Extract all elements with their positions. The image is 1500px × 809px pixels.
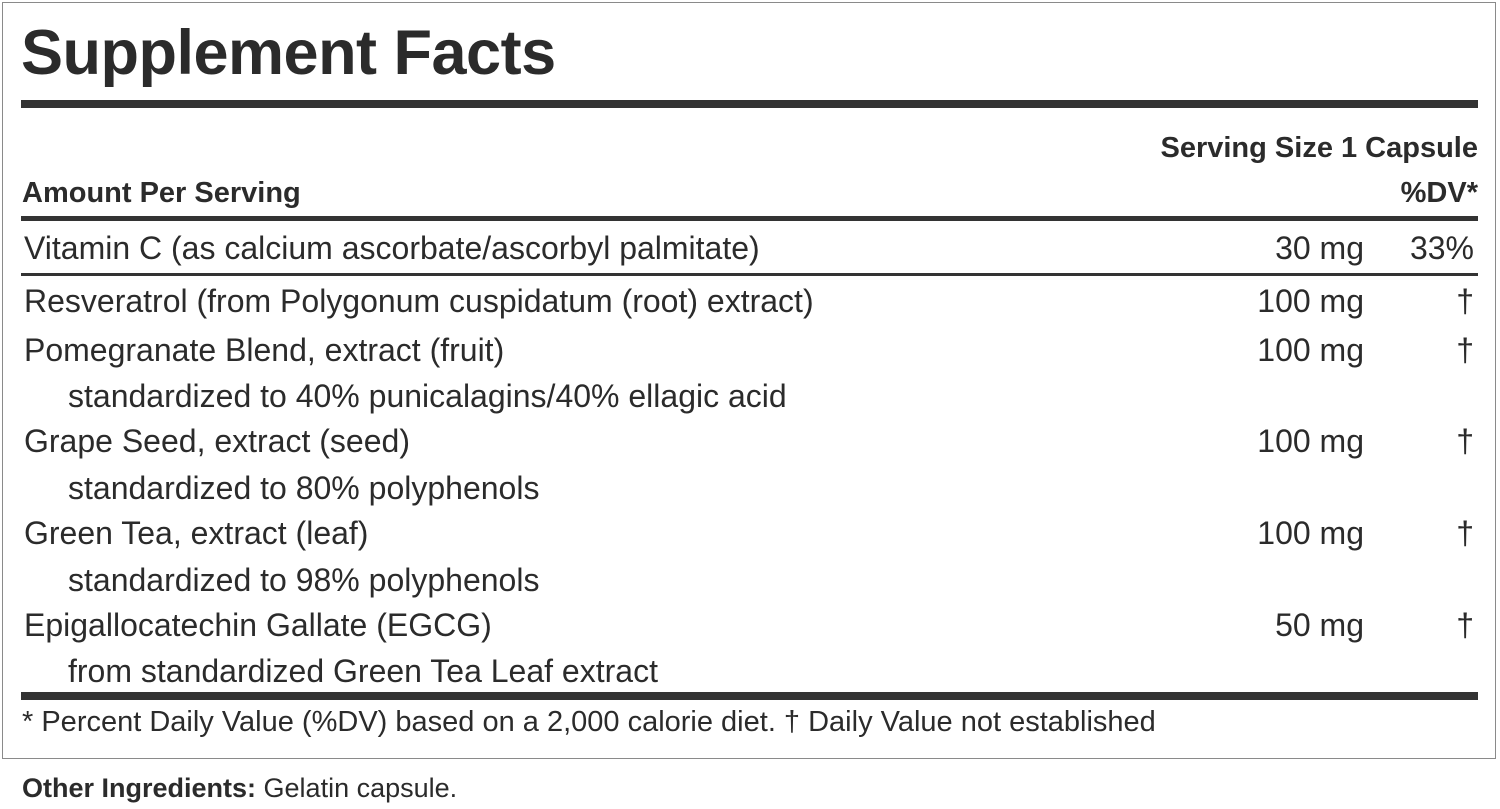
other-ingredients <box>22 772 457 804</box>
nutrient-standardization: standardized to 80% polyphenols <box>68 470 540 506</box>
other-ingredients-label: Other Ingredients: <box>22 773 257 803</box>
nutrient-amount: 100 mg <box>1257 423 1364 459</box>
nutrient-dv: † <box>1456 515 1474 551</box>
nutrient-amount: 100 mg <box>1257 332 1364 368</box>
daily-value-footnote: * Percent Daily Value (%DV) based on a 2,000 calorie diet. † Daily Value not established <box>22 706 1156 738</box>
nutrient-standardization: from standardized Green Tea Leaf extract <box>68 653 658 689</box>
nutrient-amount: 100 mg <box>1257 283 1364 319</box>
nutrient-dv: † <box>1456 423 1474 459</box>
nutrient-standardization: standardized to 40% punicalagins/40% ellagic acid <box>68 378 787 414</box>
serving-size: Serving Size 1 Capsule <box>1160 132 1478 164</box>
nutrient-name: Grape Seed, extract (seed) <box>24 423 410 459</box>
nutrient-name: Epigallocatechin Gallate (EGCG) <box>24 607 492 643</box>
footer-divider <box>21 692 1478 700</box>
nutrient-amount: 50 mg <box>1275 607 1364 643</box>
nutrient-name: Vitamin C (as calcium ascorbate/ascorbyl palmitate) <box>24 230 760 266</box>
nutrient-dv: † <box>1456 607 1474 643</box>
vitamin-divider <box>21 273 1478 276</box>
nutrient-amount: 100 mg <box>1257 515 1364 551</box>
nutrient-name: Green Tea, extract (leaf) <box>24 515 369 551</box>
other-ingredients-value: Gelatin capsule. <box>256 773 458 803</box>
nutrient-dv: † <box>1456 283 1474 319</box>
amount-per-serving-header: Amount Per Serving <box>22 177 301 209</box>
nutrient-standardization: standardized to 98% polyphenols <box>68 562 540 598</box>
daily-value-header: %DV* <box>1400 177 1478 209</box>
title-divider <box>21 100 1478 108</box>
panel-title: Supplement Facts <box>21 18 556 88</box>
nutrient-name: Resveratrol (from Polygonum cuspidatum (root) extract) <box>24 283 814 319</box>
nutrient-amount: 30 mg <box>1275 230 1364 266</box>
header-divider <box>21 216 1478 221</box>
nutrient-dv: 33% <box>1409 230 1474 266</box>
nutrient-name: Pomegranate Blend, extract (fruit) <box>24 332 505 368</box>
nutrient-dv: † <box>1456 332 1474 368</box>
